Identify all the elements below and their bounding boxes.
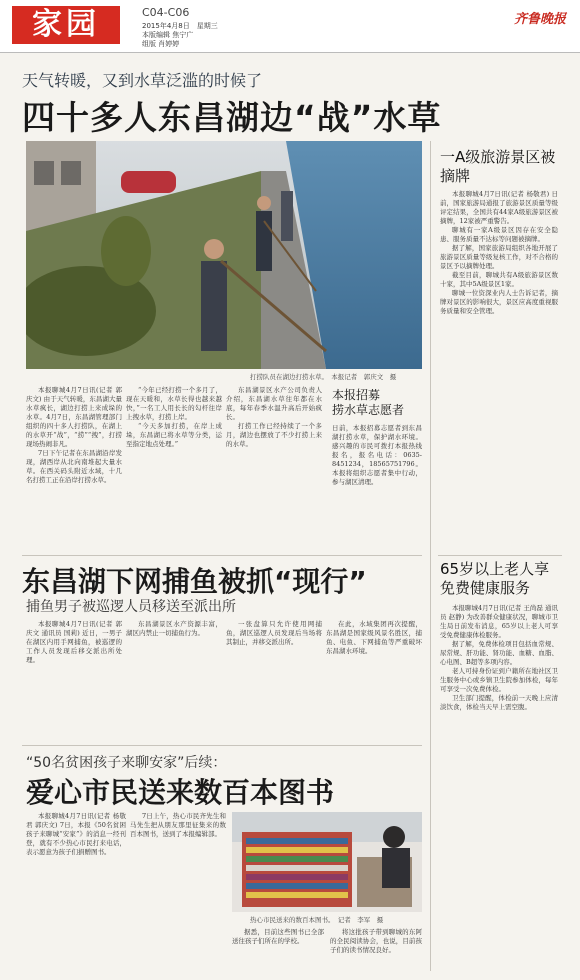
story3-paragraph: 据悉，目前这些图书已全部送往孩子们所在的学校。 <box>232 928 324 945</box>
sidebar2-headline: 65岁以上老人享免费健康服务 <box>440 560 550 597</box>
story2-paragraph: 在此，水域集团再次提醒，东昌湖是国家级风景名胜区，捕鱼、电鱼、下网捕鱼等严重破坏东昌湖水环境。 <box>326 620 422 655</box>
story1-paragraph: 本报聊城4月7日讯(记者 郭庆文) 由于天气转暖，东昌湖大量水草疯长，湖边打捞上来成垛的水草。4月7日，东昌湖管理部门组织的四十多人打捞队，在湖上的水草开“战”，“捞”“拽”，打捞现场热闹非凡。 <box>26 386 122 448</box>
page-header <box>0 0 580 53</box>
issue-date: 2015年4月8日 星期三 <box>142 22 218 30</box>
story3-photo <box>232 812 422 912</box>
story1-photo-caption: 打捞队员在湖边打捞水草。 本报记者 郭庆文 摄 <box>250 373 397 381</box>
sidebar2-paragraph: 据了解，免费体检项目包括血常规、尿常规、肝功能、肾功能、血糖、血脂、心电图、B超等多项内容。 <box>440 640 558 666</box>
story3-paragraph: 本报聊城4月7日讯(记者 杨敬君 郭庆文) 7日，本报《50名贫困孩子来聊城“安家”》的消息一经刊登，就有不少热心市民打来电话，表示愿意为孩子们捐赠图书。 <box>26 812 126 856</box>
sidebar2-paragraph: 老人可持身份证到户籍所在地社区卫生服务中心或乡镇卫生院参加体检，每年可享受一次免费体检。 <box>440 667 558 693</box>
volunteer-recruit-headline: 本报招募 捞水草志愿者 <box>332 388 405 417</box>
story3-paragraph: 7日上午，热心市民齐先生和马先生把从朋友那里征集来的数百本图书，送到了本报编辑部。 <box>130 812 226 838</box>
proof-credit: 组版 肖婷婷 <box>142 40 180 48</box>
story1-kicker: 天气转暖，又到水草泛滥的时候了 <box>22 71 263 90</box>
story3-col-1 <box>26 812 126 972</box>
story3-paragraph: 将这批孩子带到聊城的东阿的全民阅读协会，也说，目前孩子们的读书情况良好。 <box>330 928 422 954</box>
story3-kicker: “50名贫困孩子来聊安家”后续： <box>26 755 227 771</box>
story1-col-1 <box>26 386 122 548</box>
story1-col-3 <box>226 386 322 548</box>
story1-paragraph: “今年已经打捞一个多月了，现在天暖和，水草长得也越来越快，”一名工人用长长的勾杆往岸上拽水草，打捞上岸。 <box>126 386 222 421</box>
sidebar1-headline: 一A级旅游景区被摘牌 <box>440 148 556 185</box>
story2-col-3 <box>226 620 322 738</box>
sidebar1-paragraph: 本报聊城4月7日讯(记者 杨敬君) 日前，国家旅游局通报了旅游景区质量等级评定结果，全国共有44家A级旅游景区被摘牌，12家被严重警告。 <box>440 190 558 225</box>
story3-col-2 <box>130 812 226 972</box>
story3-col-4 <box>330 928 422 972</box>
sidebar2-paragraph: 本报聊城4月7日讯(记者 王尚磊 通讯员 赵静) 为改善群众健康状况，聊城市卫生局日前发布消息，65岁以上老人可享受免费健康体检服务。 <box>440 604 558 639</box>
story1-paragraph: 东昌湖景区水产公司负责人介绍，东昌湖水草往年都在水底，每年春季水温升高后开始疯长。 <box>226 386 322 421</box>
story2-subhead: 捕鱼男子被巡逻人员移送至派出所 <box>26 599 236 615</box>
story2-col-1 <box>26 620 122 738</box>
story3-photo-caption: 热心市民送来的数百本图书。 记者 李军 摄 <box>250 916 384 924</box>
story1-headline: 四十多人东昌湖边“战”水草 <box>22 98 442 137</box>
sidebar2-paragraph: 卫生部门提醒，体检前一天晚上应清淡饮食，体检当天早上需空腹。 <box>440 694 558 711</box>
volunteer-recruit-box <box>332 388 422 548</box>
sidebar1-body <box>440 190 558 552</box>
sidebar1-paragraph: 聊城有一家A级景区因存在安全隐患、服务质量不达标等问题被摘牌。 <box>440 226 558 243</box>
story2-col-2 <box>126 620 222 738</box>
story1-paragraph: 7日下午记者在东昌湖沿岸发现，湖西岸从北向南堆起大量水草。在西关码头附近水域，十几名打捞工正在沿岸打捞水草。 <box>26 449 122 484</box>
newspaper-brand: 齐鲁晚报 <box>513 12 566 27</box>
story1-col-2 <box>126 386 222 548</box>
story2-headline: 东昌湖下网捕鱼被抓“现行” <box>22 565 367 598</box>
story3-headline: 爱心市民送来数百本图书 <box>26 776 335 809</box>
volunteer-recruit-body: 日前，本报招募志愿者到东昌湖打捞水草，保护湖水环境。感兴趣的市民可拨打本报热线报名，报名电话：0635-8451234，18565751796。本报将组织志愿者集中行动，参与湖区清理。 <box>332 424 422 486</box>
story1-photo <box>26 141 422 369</box>
section-divider <box>22 745 422 746</box>
story3-col-3 <box>232 928 324 972</box>
sidebar-divider <box>438 555 562 556</box>
section-logo: 家园 <box>12 6 120 44</box>
sidebar1-paragraph: 截至目前，聊城共有A级旅游景区数十家，其中5A级景区1家。 <box>440 271 558 288</box>
story1-paragraph: 打捞工作已经持续了一个多月，湖边也摆放了不少打捞上来的水草。 <box>226 422 322 448</box>
story2-paragraph: 东昌湖景区水产资源丰富，湖区内禁止一切捕鱼行为。 <box>126 620 222 637</box>
story2-col-4 <box>326 620 422 738</box>
sidebar1-paragraph: 聊城一位资深业内人士告诉记者，摘牌对景区的影响很大，景区应高度重视服务质量和安全管理。 <box>440 289 558 315</box>
section-divider <box>22 555 422 556</box>
story1-paragraph: “今天多加打捞，在岸上成垛，东昌湖已将水草等分类，运至指定地点处理。” <box>126 422 222 448</box>
sidebar2-body <box>440 604 558 970</box>
story2-paragraph: 一张盘算只允许使用网捕鱼，湖区巡逻人员发现后当场将其制止，并移交派出所。 <box>226 620 322 646</box>
editor-credit: 本版编辑 焦宁广 <box>142 31 194 39</box>
sidebar1-paragraph: 据了解，国家旅游局组织各地开展了旅游景区质量等级复核工作，对不合格的景区予以摘牌处理。 <box>440 244 558 270</box>
story2-paragraph: 本报聊城4月7日讯(记者 郭庆文 通讯员 国莉) 近日，一男子在湖区内用手网捕鱼，被巡逻的工作人员发现后移交派出所处理。 <box>26 620 122 664</box>
column-divider <box>430 141 431 971</box>
page-number: C04-C06 <box>142 6 190 19</box>
